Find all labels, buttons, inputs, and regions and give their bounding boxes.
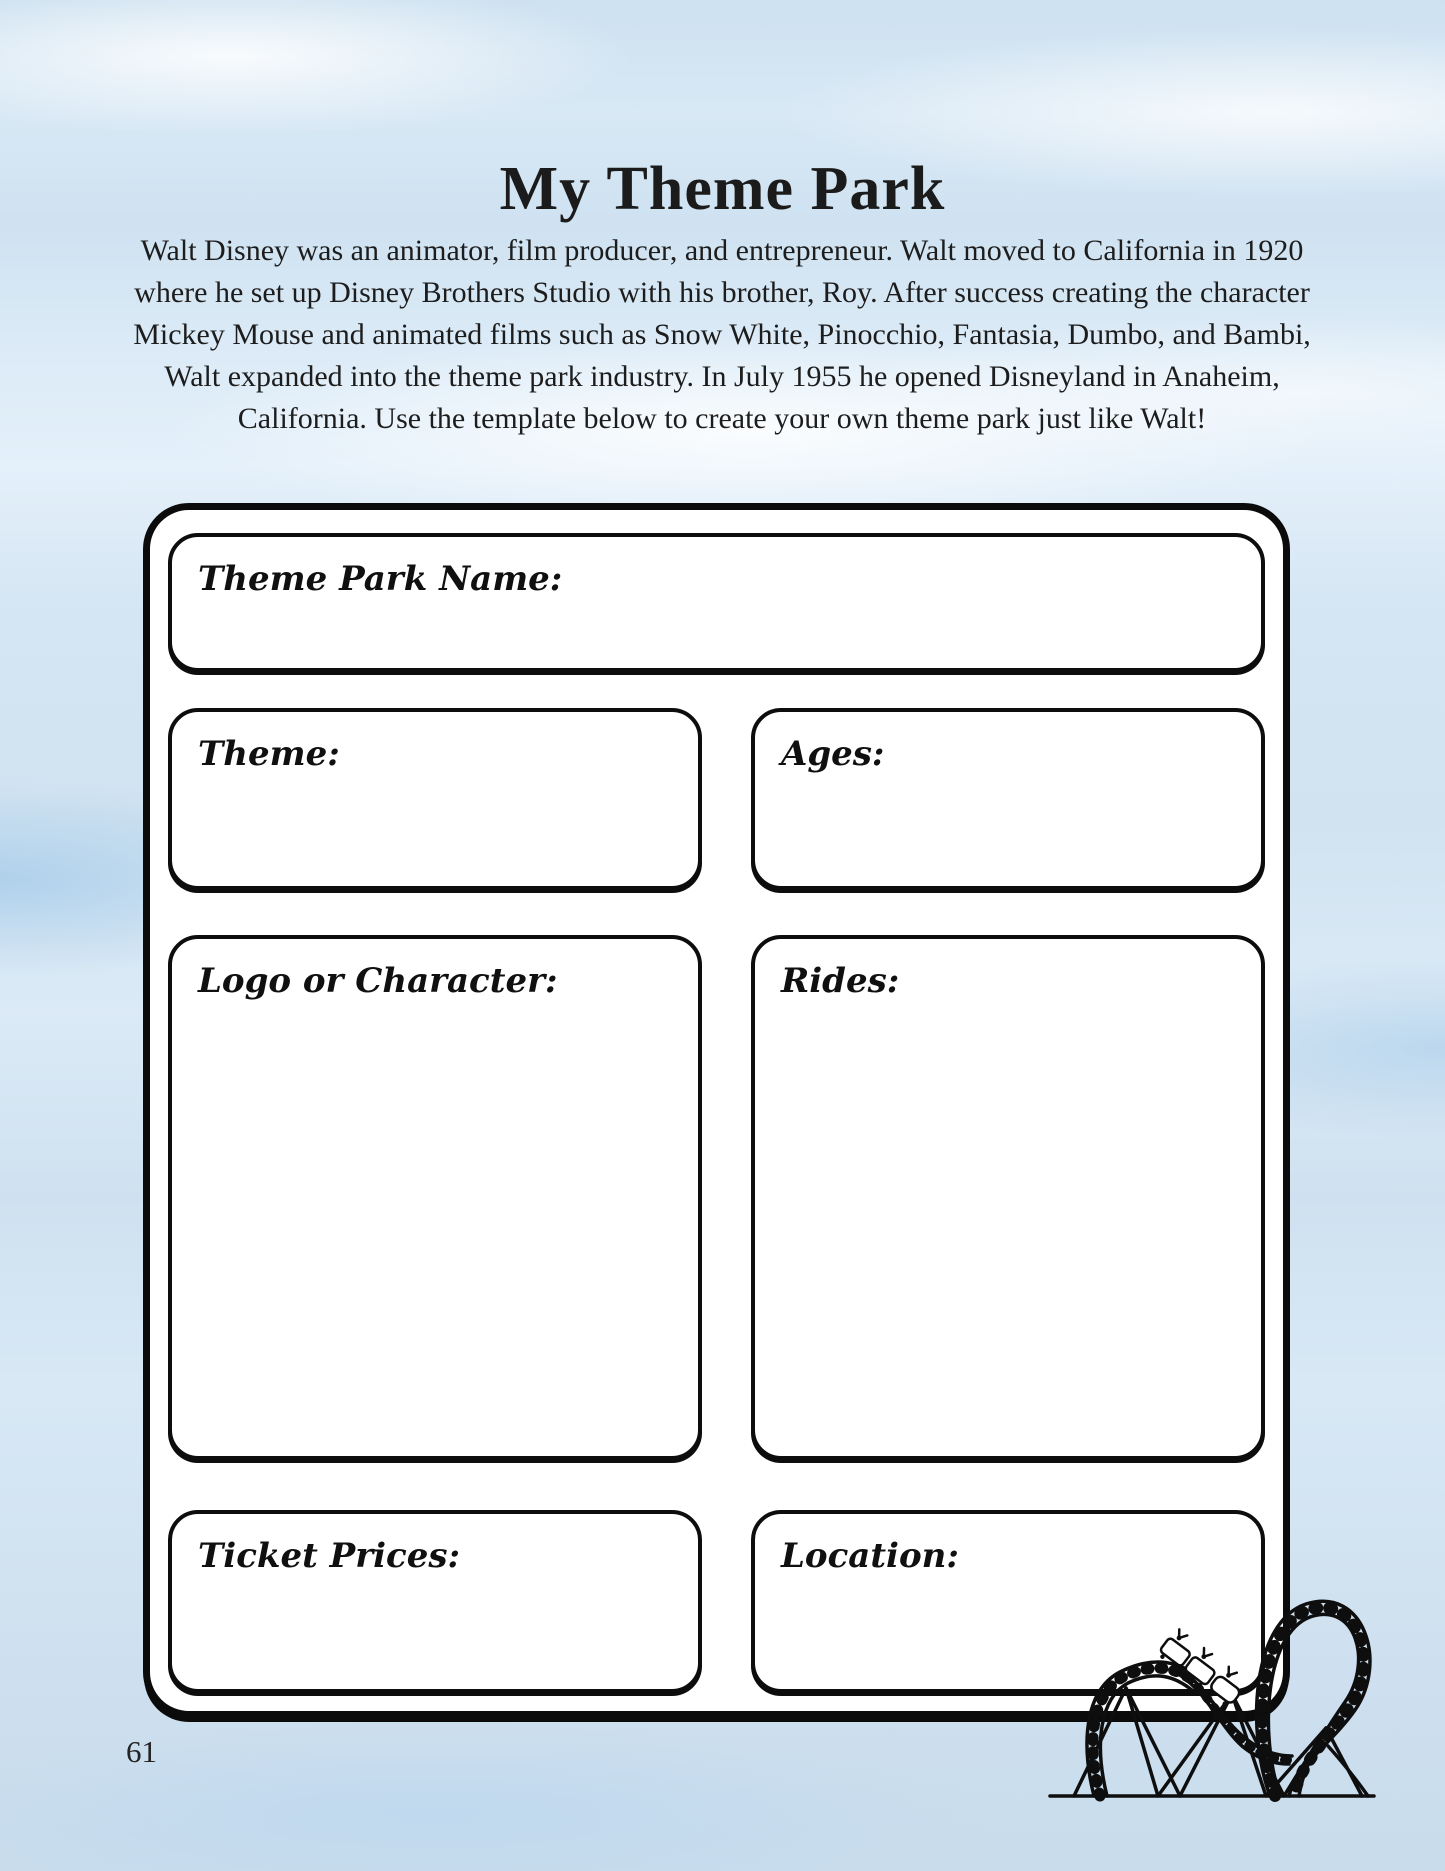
field-theme-label: Theme: (198, 734, 340, 774)
roller-coaster-illustration (1028, 1570, 1392, 1806)
field-logo-or-character-label: Logo or Character: (198, 961, 558, 1001)
coaster-right-loop (1257, 1601, 1370, 1796)
page-number: 61 (126, 1734, 157, 1769)
intro-paragraph: Walt Disney was an animator, film producer, and entrepreneur. Walt moved to California in 1920 where he set up Disney Brothers Studio with his brother, Roy. After success creating the character Mickey Mouse and animated films such as Snow White, Pinocchio, Fantasia, Dumbo, and Bambi, Walt expanded into the theme park industry. In July 1955 he opened Disneyland in Anaheim, California. Use the template below to create your own theme park just like Walt! (133, 234, 1311, 435)
field-rides-label: Rides: (781, 961, 900, 1001)
coaster-left-hump (1087, 1662, 1202, 1796)
field-ticket-prices[interactable] (168, 1510, 702, 1693)
field-theme[interactable] (168, 708, 702, 890)
field-ages-label: Ages: (781, 734, 885, 774)
field-theme-park-name[interactable] (168, 533, 1265, 672)
field-logo-or-character[interactable] (168, 935, 702, 1460)
field-ages[interactable] (751, 708, 1265, 890)
field-ticket-prices-label: Ticket Prices: (198, 1536, 461, 1576)
field-location-label: Location: (781, 1536, 959, 1576)
page-title: My Theme Park (499, 154, 946, 223)
field-theme-park-name-label: Theme Park Name: (198, 559, 563, 599)
field-rides[interactable] (751, 935, 1265, 1460)
